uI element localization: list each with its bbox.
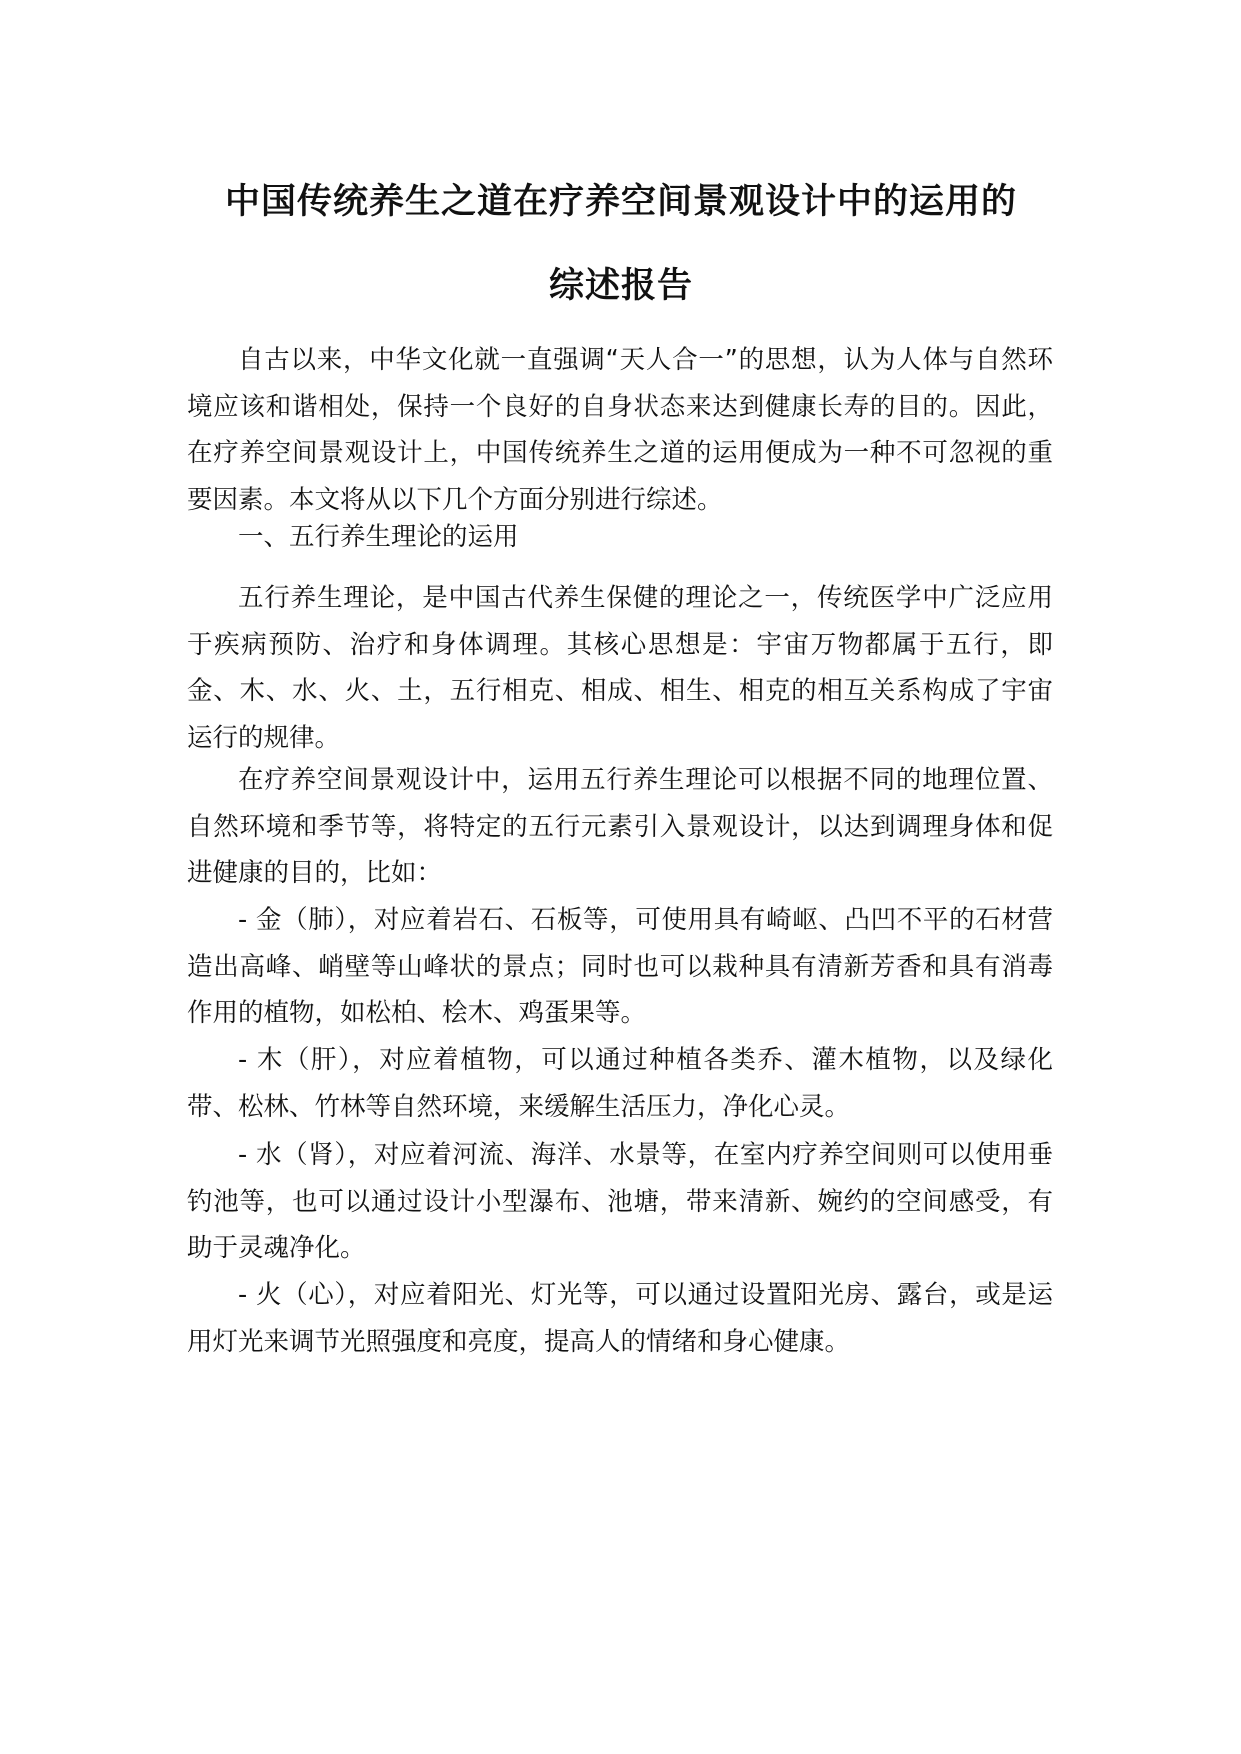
- list-item-fire: - 火（心），对应着阳光、灯光等，可以通过设置阳光房、露台，或是运用灯光来调节光照强度和亮度，提高人的情绪和身心健康。: [187, 1280, 1053, 1357]
- document-title-line-2: 综述报告: [548, 266, 693, 306]
- section-heading: 一、五行养生理论的运用: [238, 522, 519, 552]
- list-item-wood: - 木（肝），对应着植物，可以通过种植各类乔、灌木植物，以及绿化带、松林、竹林等自然环境，来缓解生活压力，净化心灵。: [187, 1045, 1053, 1122]
- list-item-metal: - 金（肺），对应着岩石、石板等，可使用具有崎岖、凸凹不平的石材营造出高峰、峭壁等山峰状的景点；同时也可以栽种具有清新芳香和具有消毒作用的植物，如松柏、桧木、鸡蛋果等。: [187, 905, 1053, 1028]
- document-title-line-1: 中国传统养生之道在疗养空间景观设计中的运用的: [224, 182, 1017, 222]
- list-item-water: - 水（肾），对应着河流、海洋、水景等，在室内疗养空间则可以使用垂钓池等，也可以通过设计小型瀑布、池塘，带来清新、婉约的空间感受，有助于灵魂净化。: [187, 1140, 1053, 1263]
- body-paragraph: 五行养生理论，是中国古代养生保健的理论之一，传统医学中广泛应用于疾病预防、治疗和身体调理。其核心思想是：宇宙万物都属于五行，即金、木、水、火、土，五行相克、相成、相生、相克的相互关系构成了宇宙运行的规律。: [187, 583, 1053, 753]
- intro-paragraph: 自古以来，中华文化就一直强调“天人合一”的思想，认为人体与自然环境应该和谐相处，保持一个良好的自身状态来达到健康长寿的目的。因此，在疗养空间景观设计上，中国传统养生之道的运用便成为一种不可忽视的重要因素。本文将从以下几个方面分别进行综述。: [187, 345, 1053, 515]
- body-paragraph: 在疗养空间景观设计中，运用五行养生理论可以根据不同的地理位置、自然环境和季节等，将特定的五行元素引入景观设计，以达到调理身体和促进健康的目的，比如：: [187, 765, 1053, 888]
